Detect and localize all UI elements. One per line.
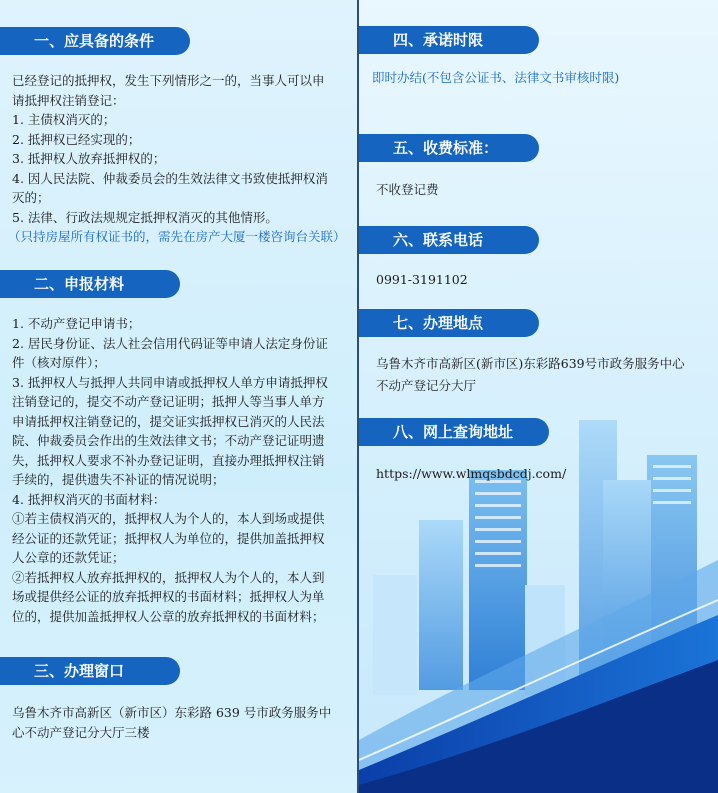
text-line: 院、仲裁委员会作出的生效法律文书；不动产登记证明遗 — [12, 433, 325, 448]
text-line: 乌鲁木齐市高新区（新市区）东彩路 639 号市政务服务中 — [12, 705, 332, 720]
section-8-title: 八、网上查询地址 — [393, 423, 514, 441]
section-2-body — [12, 314, 352, 626]
text-line: 4. 抵押权消灭的书面材料： — [12, 491, 166, 507]
text-line: 场或提供经公证的放弃抵押权的书面材料；抵押权人为单 — [12, 589, 325, 604]
section-5-header — [359, 134, 539, 162]
section-7-header — [359, 309, 539, 337]
text-line: 2. 居民身份证、法人社会信用代码证等申请人法定身份证 — [12, 335, 328, 351]
section-3-header — [0, 657, 180, 685]
right-panel — [359, 0, 718, 793]
text-line: 申请抵押权注销登记的，提交证实抵押权已消灭的人民法 — [12, 413, 325, 429]
section-1-title: 一、应具备的条件 — [34, 32, 155, 50]
text-line: 位的，提供加盖抵押权人公章的放弃抵押权的书面材料； — [12, 608, 325, 624]
text-line: 4. 因人民法院、仲裁委员会的生效法律文书致使抵押权消 — [12, 170, 328, 186]
query-url[interactable]: https://www.wlmqsbdcdj.com/ — [376, 466, 567, 481]
text-line: 人公章的还款凭证； — [12, 550, 125, 565]
section-6-title: 六、联系电话 — [393, 231, 484, 249]
text-line: 2. 抵押权已经实现的； — [12, 131, 141, 147]
text-line: 已经登记的抵押权，发生下列情形之一的，当事人可以申 — [12, 73, 325, 88]
text-line: 3. 抵押权人放弃抵押权的； — [12, 151, 166, 166]
section-7-title: 七、办理地点 — [393, 314, 484, 332]
text-line: 3. 抵押权人与抵押人共同申请或抵押权人单方申请抵押权 — [12, 374, 328, 390]
section-3-title: 三、办理窗口 — [34, 662, 125, 680]
section-4-text: 即时办结(不包含公证书、法律文书审核时限) — [372, 70, 620, 85]
text-line: 1. 不动产登记申请书； — [12, 316, 141, 331]
section-7-body — [376, 353, 716, 397]
section-1-header — [0, 27, 190, 55]
text-line: 不动产登记分大厅 — [376, 378, 477, 393]
text-line: 1. 主债权消灭的； — [12, 112, 116, 127]
text-line: 乌鲁木齐市高新区(新市区)东彩路639号市政务服务中心 — [376, 356, 685, 371]
text-line: 件（核对原件）； — [12, 355, 106, 370]
text-line: 注销登记的，提交不动产登记证明；抵押人等当事人单方 — [12, 394, 325, 409]
section-5-text: 不收登记费 — [376, 182, 439, 197]
text-line: 心不动产登记分大厅三楼 — [12, 724, 150, 740]
section-2-title: 二、申报材料 — [34, 275, 125, 293]
text-line: 手续的，提供遗失不补证的情况说明； — [12, 472, 225, 487]
section-1-note: （只持房屋所有权证书的，需先在房产大厦一楼咨询台关联） — [8, 229, 346, 244]
section-8-header — [359, 418, 549, 446]
text-line: 5. 法律、行政法规规定抵押权消灭的其他情形。 — [12, 209, 278, 225]
text-line: 失，抵押权人要求不补办登记证明，直接办理抵押权注销 — [12, 452, 325, 468]
text-line: ②若抵押权人放弃抵押权的，抵押权人为个人的，本人到 — [12, 569, 325, 585]
section-4-header — [359, 26, 539, 54]
section-1-body — [8, 71, 352, 247]
section-2-header — [0, 270, 180, 298]
text-line: 请抵押权注销登记： — [12, 92, 125, 108]
section-4-title: 四、承诺时限 — [393, 31, 484, 49]
phone-number: 0991-3191102 — [376, 272, 468, 287]
text-line: 灭的； — [12, 190, 50, 205]
left-panel — [0, 0, 357, 793]
section-5-title: 五、收费标准： — [393, 139, 499, 157]
text-line: 经公证的还款凭证；抵押权人为单位的，提供加盖抵押权 — [12, 530, 325, 546]
section-6-header — [359, 226, 539, 254]
text-line: ①若主债权消灭的，抵押权人为个人的，本人到场或提供 — [12, 511, 325, 526]
section-3-body — [12, 703, 352, 742]
